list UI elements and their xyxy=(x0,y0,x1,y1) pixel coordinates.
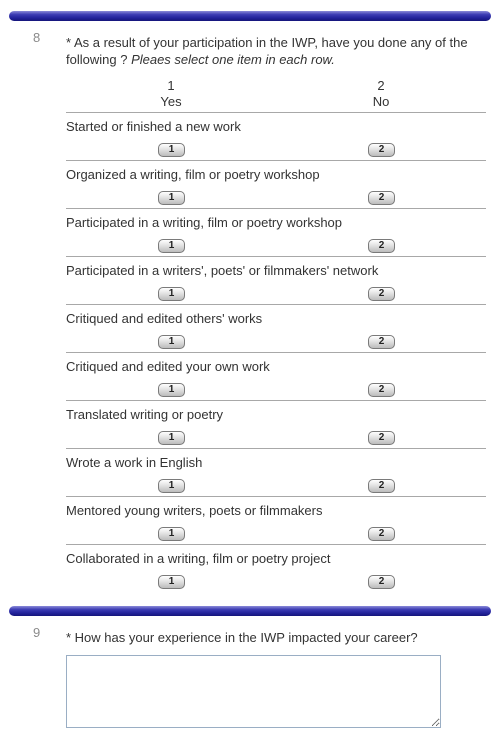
table-row xyxy=(66,352,486,400)
row-label: Organized a writing, film or poetry workshop xyxy=(66,167,320,182)
row-label: Started or finished a new work xyxy=(66,119,241,134)
option-1-button[interactable]: 1 xyxy=(158,287,185,301)
table-row xyxy=(66,256,486,304)
table-row xyxy=(66,112,486,160)
row-label: Participated in a writing, film or poetry workshop xyxy=(66,215,343,230)
row-label: Critiqued and edited others' works xyxy=(66,311,263,326)
column-header-no-label: No xyxy=(372,94,390,109)
option-1-button[interactable]: 1 xyxy=(158,335,185,349)
question-9-number: 9 xyxy=(33,625,41,640)
option-2-button[interactable]: 2 xyxy=(368,431,395,445)
section-divider-middle xyxy=(9,606,491,616)
table-row xyxy=(66,208,486,256)
option-2-button[interactable]: 2 xyxy=(368,575,395,589)
question-8-number: 8 xyxy=(33,30,41,45)
option-1-button[interactable]: 1 xyxy=(158,383,185,397)
option-1-button[interactable]: 1 xyxy=(158,575,185,589)
option-2-button[interactable]: 2 xyxy=(368,479,395,493)
option-1-button[interactable]: 1 xyxy=(158,527,185,541)
table-row xyxy=(66,544,486,592)
column-header-yes xyxy=(141,78,201,110)
table-row xyxy=(66,400,486,448)
option-1-button[interactable]: 1 xyxy=(158,143,185,157)
table-row xyxy=(66,304,486,352)
option-1-button[interactable]: 1 xyxy=(158,239,185,253)
option-1-button[interactable]: 1 xyxy=(158,479,185,493)
option-2-button[interactable]: 2 xyxy=(368,239,395,253)
option-2-button[interactable]: 2 xyxy=(368,191,395,205)
option-2-button[interactable]: 2 xyxy=(368,143,395,157)
row-label: Translated writing or poetry xyxy=(66,407,224,422)
option-2-button[interactable]: 2 xyxy=(368,527,395,541)
row-label: Participated in a writers', poets' or filmmakers' network xyxy=(66,263,379,278)
question-8-prompt: * As a result of your participation in the IWP, have you done any of the following ? xyxy=(66,35,468,67)
option-2-button[interactable]: 2 xyxy=(368,335,395,349)
row-label: Critiqued and edited your own work xyxy=(66,359,270,374)
section-divider-top xyxy=(9,11,491,21)
row-label: Collaborated in a writing, film or poetry project xyxy=(66,551,331,566)
career-impact-answer-field[interactable] xyxy=(66,655,441,728)
column-header-no-number: 2 xyxy=(377,78,385,93)
row-label: Wrote a work in English xyxy=(66,455,203,470)
column-header-no xyxy=(351,78,411,110)
table-row xyxy=(66,496,486,544)
table-row xyxy=(66,160,486,208)
question-9-text: * How has your experience in the IWP impacted your career? xyxy=(66,630,418,645)
option-2-button[interactable]: 2 xyxy=(368,287,395,301)
column-header-yes-label: Yes xyxy=(160,94,182,109)
table-row xyxy=(66,448,486,496)
option-1-button[interactable]: 1 xyxy=(158,191,185,205)
option-1-button[interactable]: 1 xyxy=(158,431,185,445)
question-8-hint: Pleaes select one item in each row. xyxy=(131,52,335,67)
question-8-text xyxy=(66,34,486,68)
option-2-button[interactable]: 2 xyxy=(368,383,395,397)
column-header-yes-number: 1 xyxy=(167,78,175,93)
row-label: Mentored young writers, poets or filmmakers xyxy=(66,503,323,518)
